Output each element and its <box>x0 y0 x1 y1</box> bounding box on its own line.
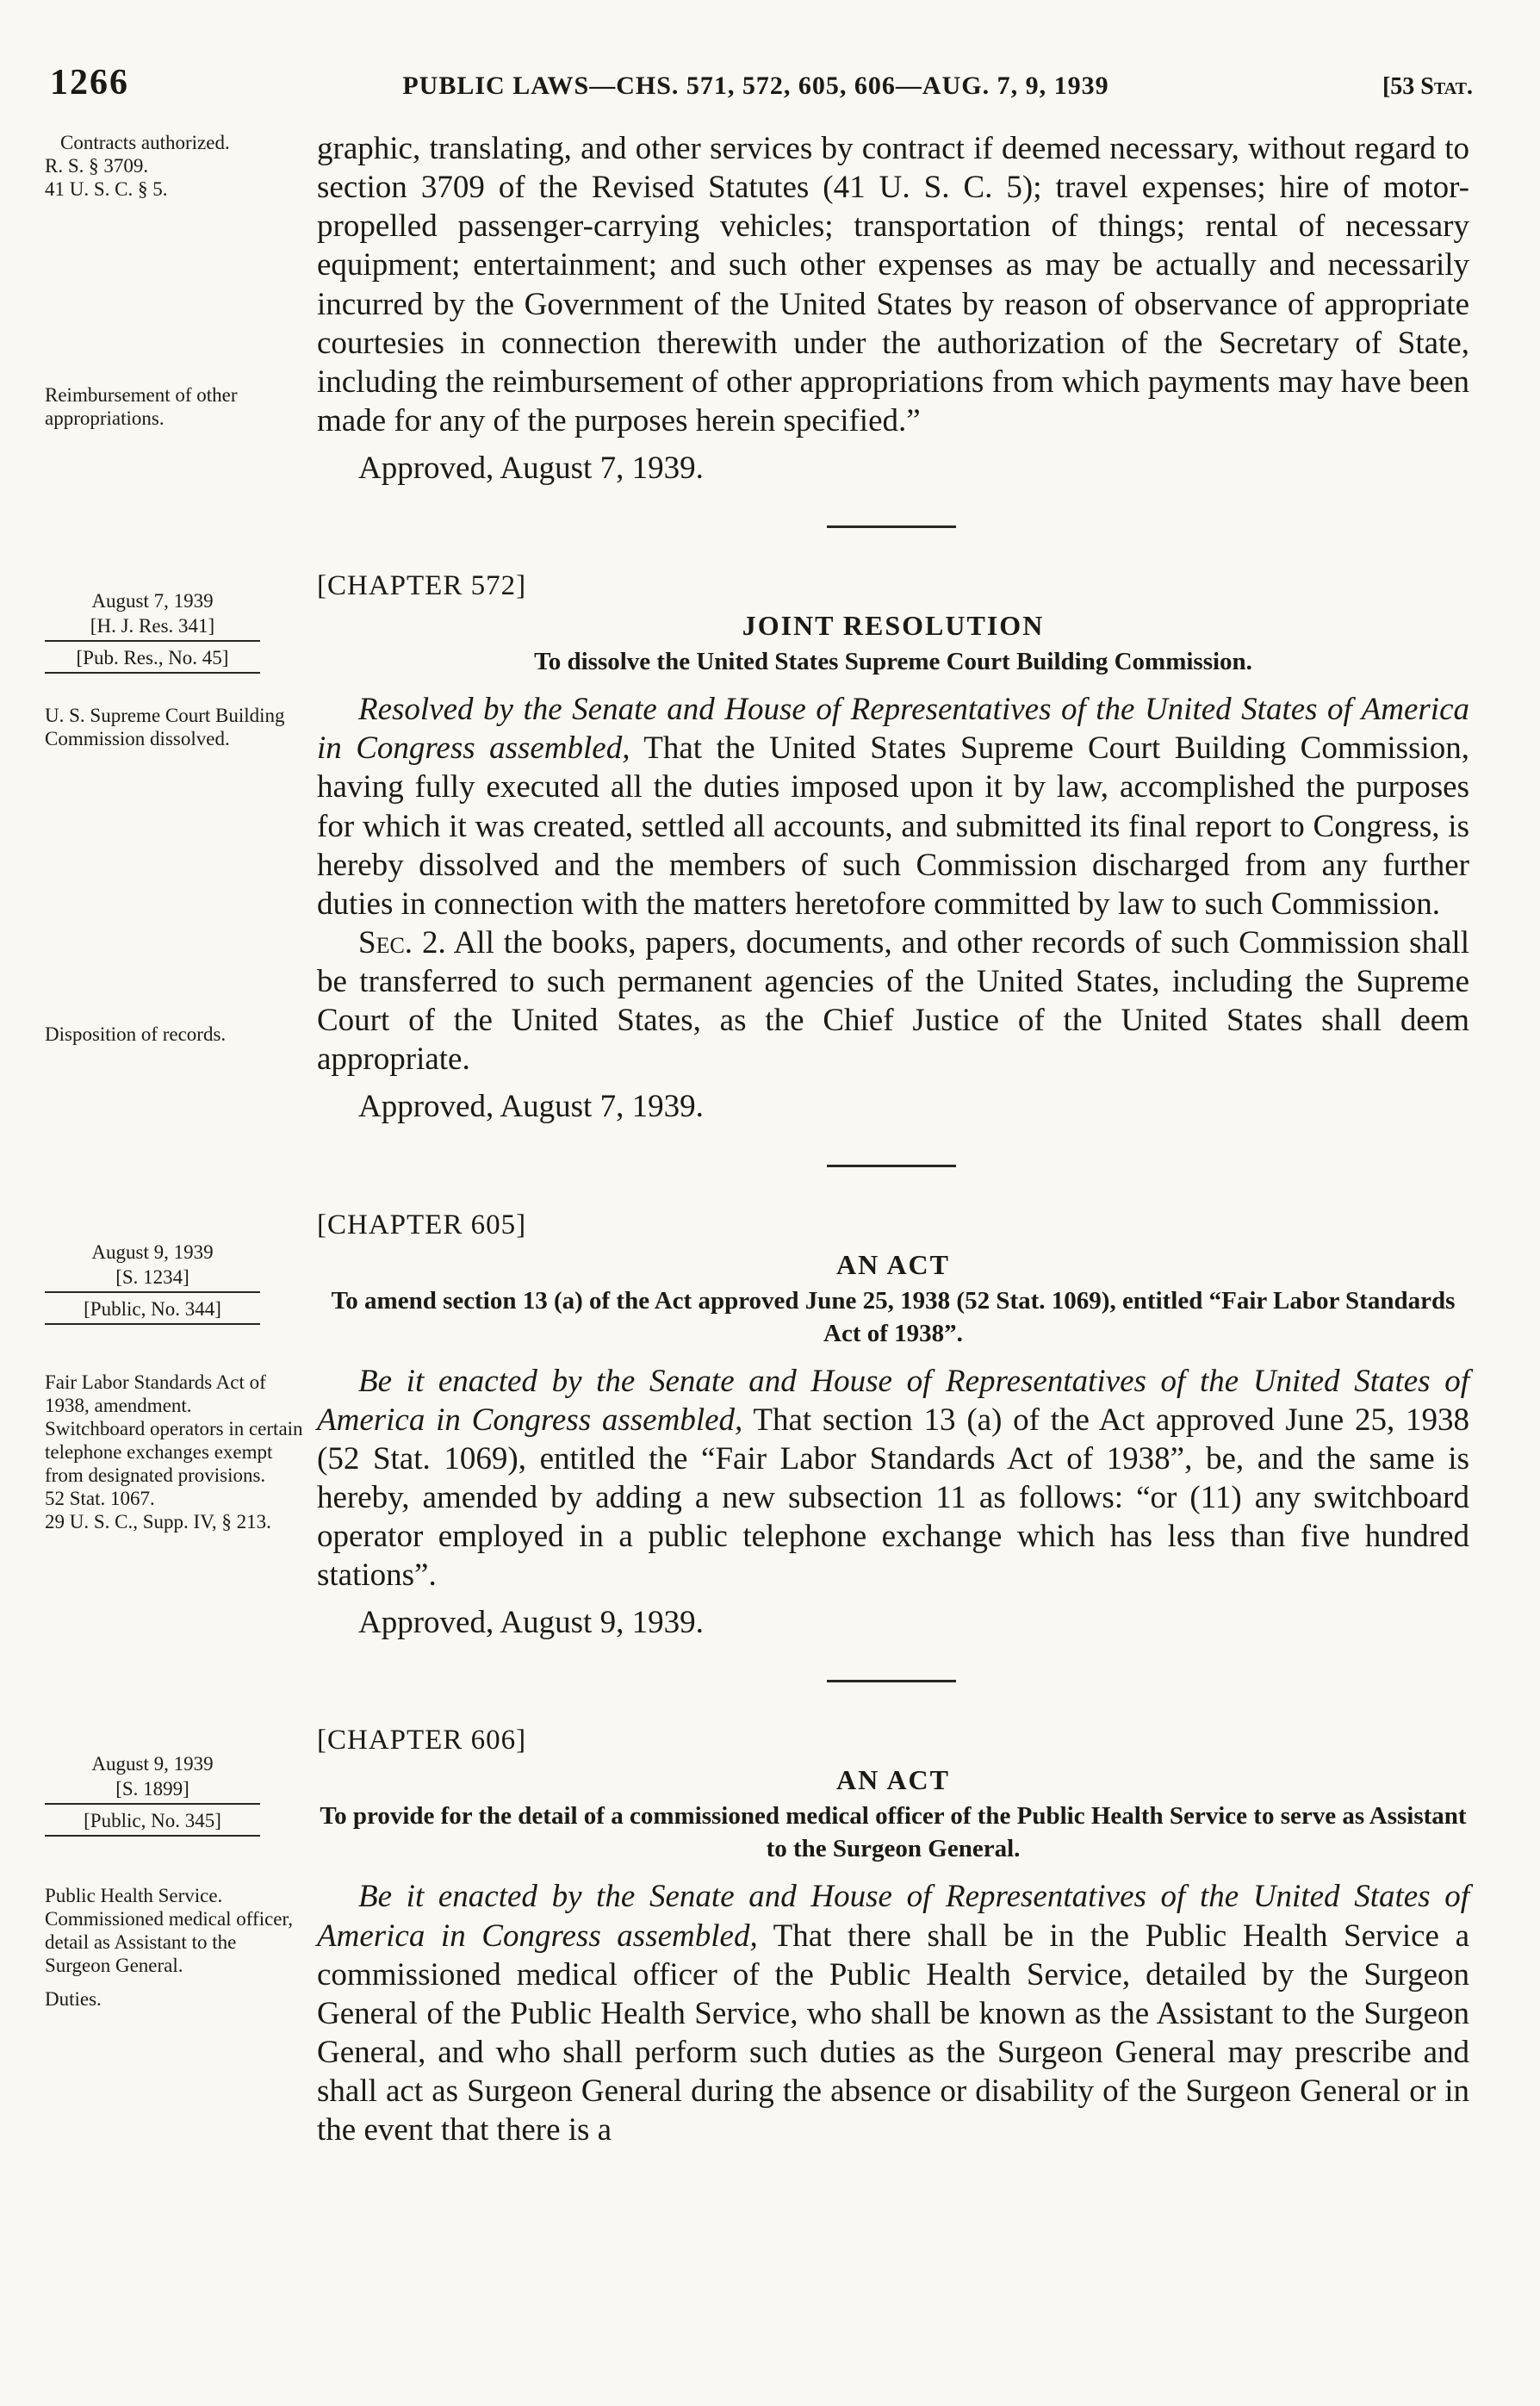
approved-line: Approved, August 7, 1939. <box>358 1089 704 1125</box>
paragraph-text: That section 13 (a) of the Act approved June 25, 1938 (52 Stat. 1069), entitled the “Fair Labor Standards Act of 1938”, be, and the same is hereby, amended by adding a new subsection 11 as follows: “or (11) any switchboard operator employed in a public telephone exchange which has less than five hundred stations”. <box>317 1402 1469 1594</box>
margin-note-fair-labor-standards <box>45 1371 303 1533</box>
statute-paragraph <box>317 1362 1469 1595</box>
margin-note-commission-dissolved: U. S. Supreme Court Building Commission dissolved. <box>45 705 285 750</box>
chapter-605 <box>0 1205 1540 1643</box>
margin-note-text: Public Health Service. <box>45 1885 223 1907</box>
margin-note-citation: 29 U. S. C., Supp. IV, § 213. <box>45 1510 271 1533</box>
resolution-title: To dissolve the United States Supreme Court Building Commission. <box>534 648 1252 676</box>
margin-note-citation: R. S. § 3709. <box>45 155 149 177</box>
margin-note-citation: 41 U. S. C. § 5. <box>45 178 168 200</box>
margin-bill-number: [S. 1234] <box>45 1265 260 1293</box>
paragraph-text: All the books, papers, documents, and other records of such Commission shall be transferred to such permanent agencies of the United States, including the Supreme Court of the United States, as the Chief Justice of the United States shall deem appropriate. <box>317 924 1469 1078</box>
margin-bill-number: [S. 1899] <box>45 1776 260 1805</box>
running-title: PUBLIC LAWS—CHS. 571, 572, 605, 606—AUG. 7, 9, 1939 <box>402 71 1109 100</box>
enacting-clause: Resolved by the Senate and House of Representatives of the United States of America in Congress assembled, <box>317 692 1469 767</box>
margin-public-number: [Pub. Res., No. 45] <box>45 645 260 674</box>
paragraph-text: That there shall be in the Public Health Service a commissioned medical officer of the Public Health Service, detailed by the Surgeon General of the Public Health Service, who shall be known as the Assistant to the Surgeon General, and who shall perform such duties as the Surgeon General may prescribe and shall act as Surgeon General during the absence or disability of the Surgeon General or in the event that there is a <box>317 1918 1469 2148</box>
margin-date-block <box>45 588 260 677</box>
chapter-572 <box>0 566 1540 1126</box>
act-type-heading: AN ACT <box>835 1764 950 1796</box>
page-number: 1266 <box>50 63 129 103</box>
approved-line: Approved, August 7, 1939. <box>358 451 704 486</box>
margin-note-text: Fair Labor Standards Act of 1938, amendment. <box>45 1371 266 1416</box>
margin-note-text: Duties. <box>45 1988 102 2011</box>
chapter-heading: [CHAPTER 572] <box>317 570 527 602</box>
section-divider <box>827 1165 956 1167</box>
margin-bill-number: [H. J. Res. 341] <box>45 613 260 642</box>
section-label: Sec. 2. <box>358 924 446 961</box>
act-title: To provide for the detail of a commissioned medical officer of the Public Health Service to serve as Assistant to the Surgeon General. <box>320 1802 1467 1863</box>
margin-public-number: [Public, No. 345] <box>45 1808 260 1837</box>
resolution-type-heading: JOINT RESOLUTION <box>742 610 1045 642</box>
margin-note-text: Contracts authorized. <box>60 132 230 153</box>
chapter-606 <box>0 1720 1540 2149</box>
margin-date-block <box>45 1751 260 1840</box>
margin-note-citation: 52 Stat. 1067. <box>45 1487 155 1509</box>
statute-paragraph <box>317 1877 1469 2149</box>
chapter-heading: [CHAPTER 606] <box>317 1725 527 1756</box>
statute-paragraph <box>317 923 1469 1079</box>
paragraph-text: That the United States Supreme Court Building Commission, having fully executed all the duties imposed upon it by law, accomplished the purposes for which it was created, settled all accounts, and submitted its final report to Congress, is hereby dissolved and the members of such Commission discharged from any further duties in connection with the matters heretofore committed by law to such Commission. <box>317 731 1469 922</box>
margin-date: August 9, 1939 <box>91 1753 214 1775</box>
margin-note-contracts-authorized <box>45 131 303 201</box>
section-divider <box>827 1680 956 1682</box>
chapter-571-continuation <box>0 129 1540 488</box>
statute-paragraph: graphic, translating, and other services by contract if deemed necessary, without regard to section 3709 of the Revised Statutes (41 U. S. C. 5); travel expenses; hire of motor-propelled passenger-carrying vehicles; transportation of things; rental of necessary equipment; entertainment; and such other expenses as may be actually and necessarily incurred by the Government of the United States by reason of observance of appropriate courtesies in connection therewith under the authorization of the Secretary of State, including the reimbursement of other appropriations from which payments may have been made for any of the purposes herein specified.” <box>317 131 1469 438</box>
margin-note-text: Commissioned medical officer, detail as Assistant to the Surgeon General. <box>45 1908 294 1977</box>
statute-paragraph <box>317 690 1469 923</box>
margin-date: August 7, 1939 <box>91 590 214 612</box>
section-divider <box>827 525 956 528</box>
margin-date-block <box>45 1240 260 1328</box>
margin-public-number: [Public, No. 344] <box>45 1296 260 1325</box>
enacting-clause: Be it enacted by the Senate and House of Representatives of the United States of America in Congress assembled, <box>317 1879 1469 1954</box>
enacting-clause: Be it enacted by the Senate and House of Representatives of the United States of America in Congress assembled, <box>317 1363 1469 1438</box>
act-title: To amend section 13 (a) of the Act approved June 25, 1938 (52 Stat. 1069), entitled “Fair Labor Standards Act of 1938”. <box>331 1286 1456 1347</box>
act-type-heading: AN ACT <box>835 1248 950 1280</box>
margin-note-public-health-service <box>45 1884 303 2011</box>
margin-note-reimbursement: Reimbursement of other appropriations. <box>45 384 238 429</box>
margin-date: August 9, 1939 <box>91 1240 214 1263</box>
margin-note-text: Switchboard operators in certain telephone exchanges exempt from designated provisions. <box>45 1417 303 1486</box>
stat-volume-ref: [53 Stat. <box>1382 73 1473 100</box>
chapter-heading: [CHAPTER 605] <box>317 1209 527 1240</box>
page-header <box>0 62 1540 103</box>
margin-note-disposition-of-records: Disposition of records. <box>45 1023 227 1046</box>
approved-line: Approved, August 9, 1939. <box>358 1605 704 1641</box>
